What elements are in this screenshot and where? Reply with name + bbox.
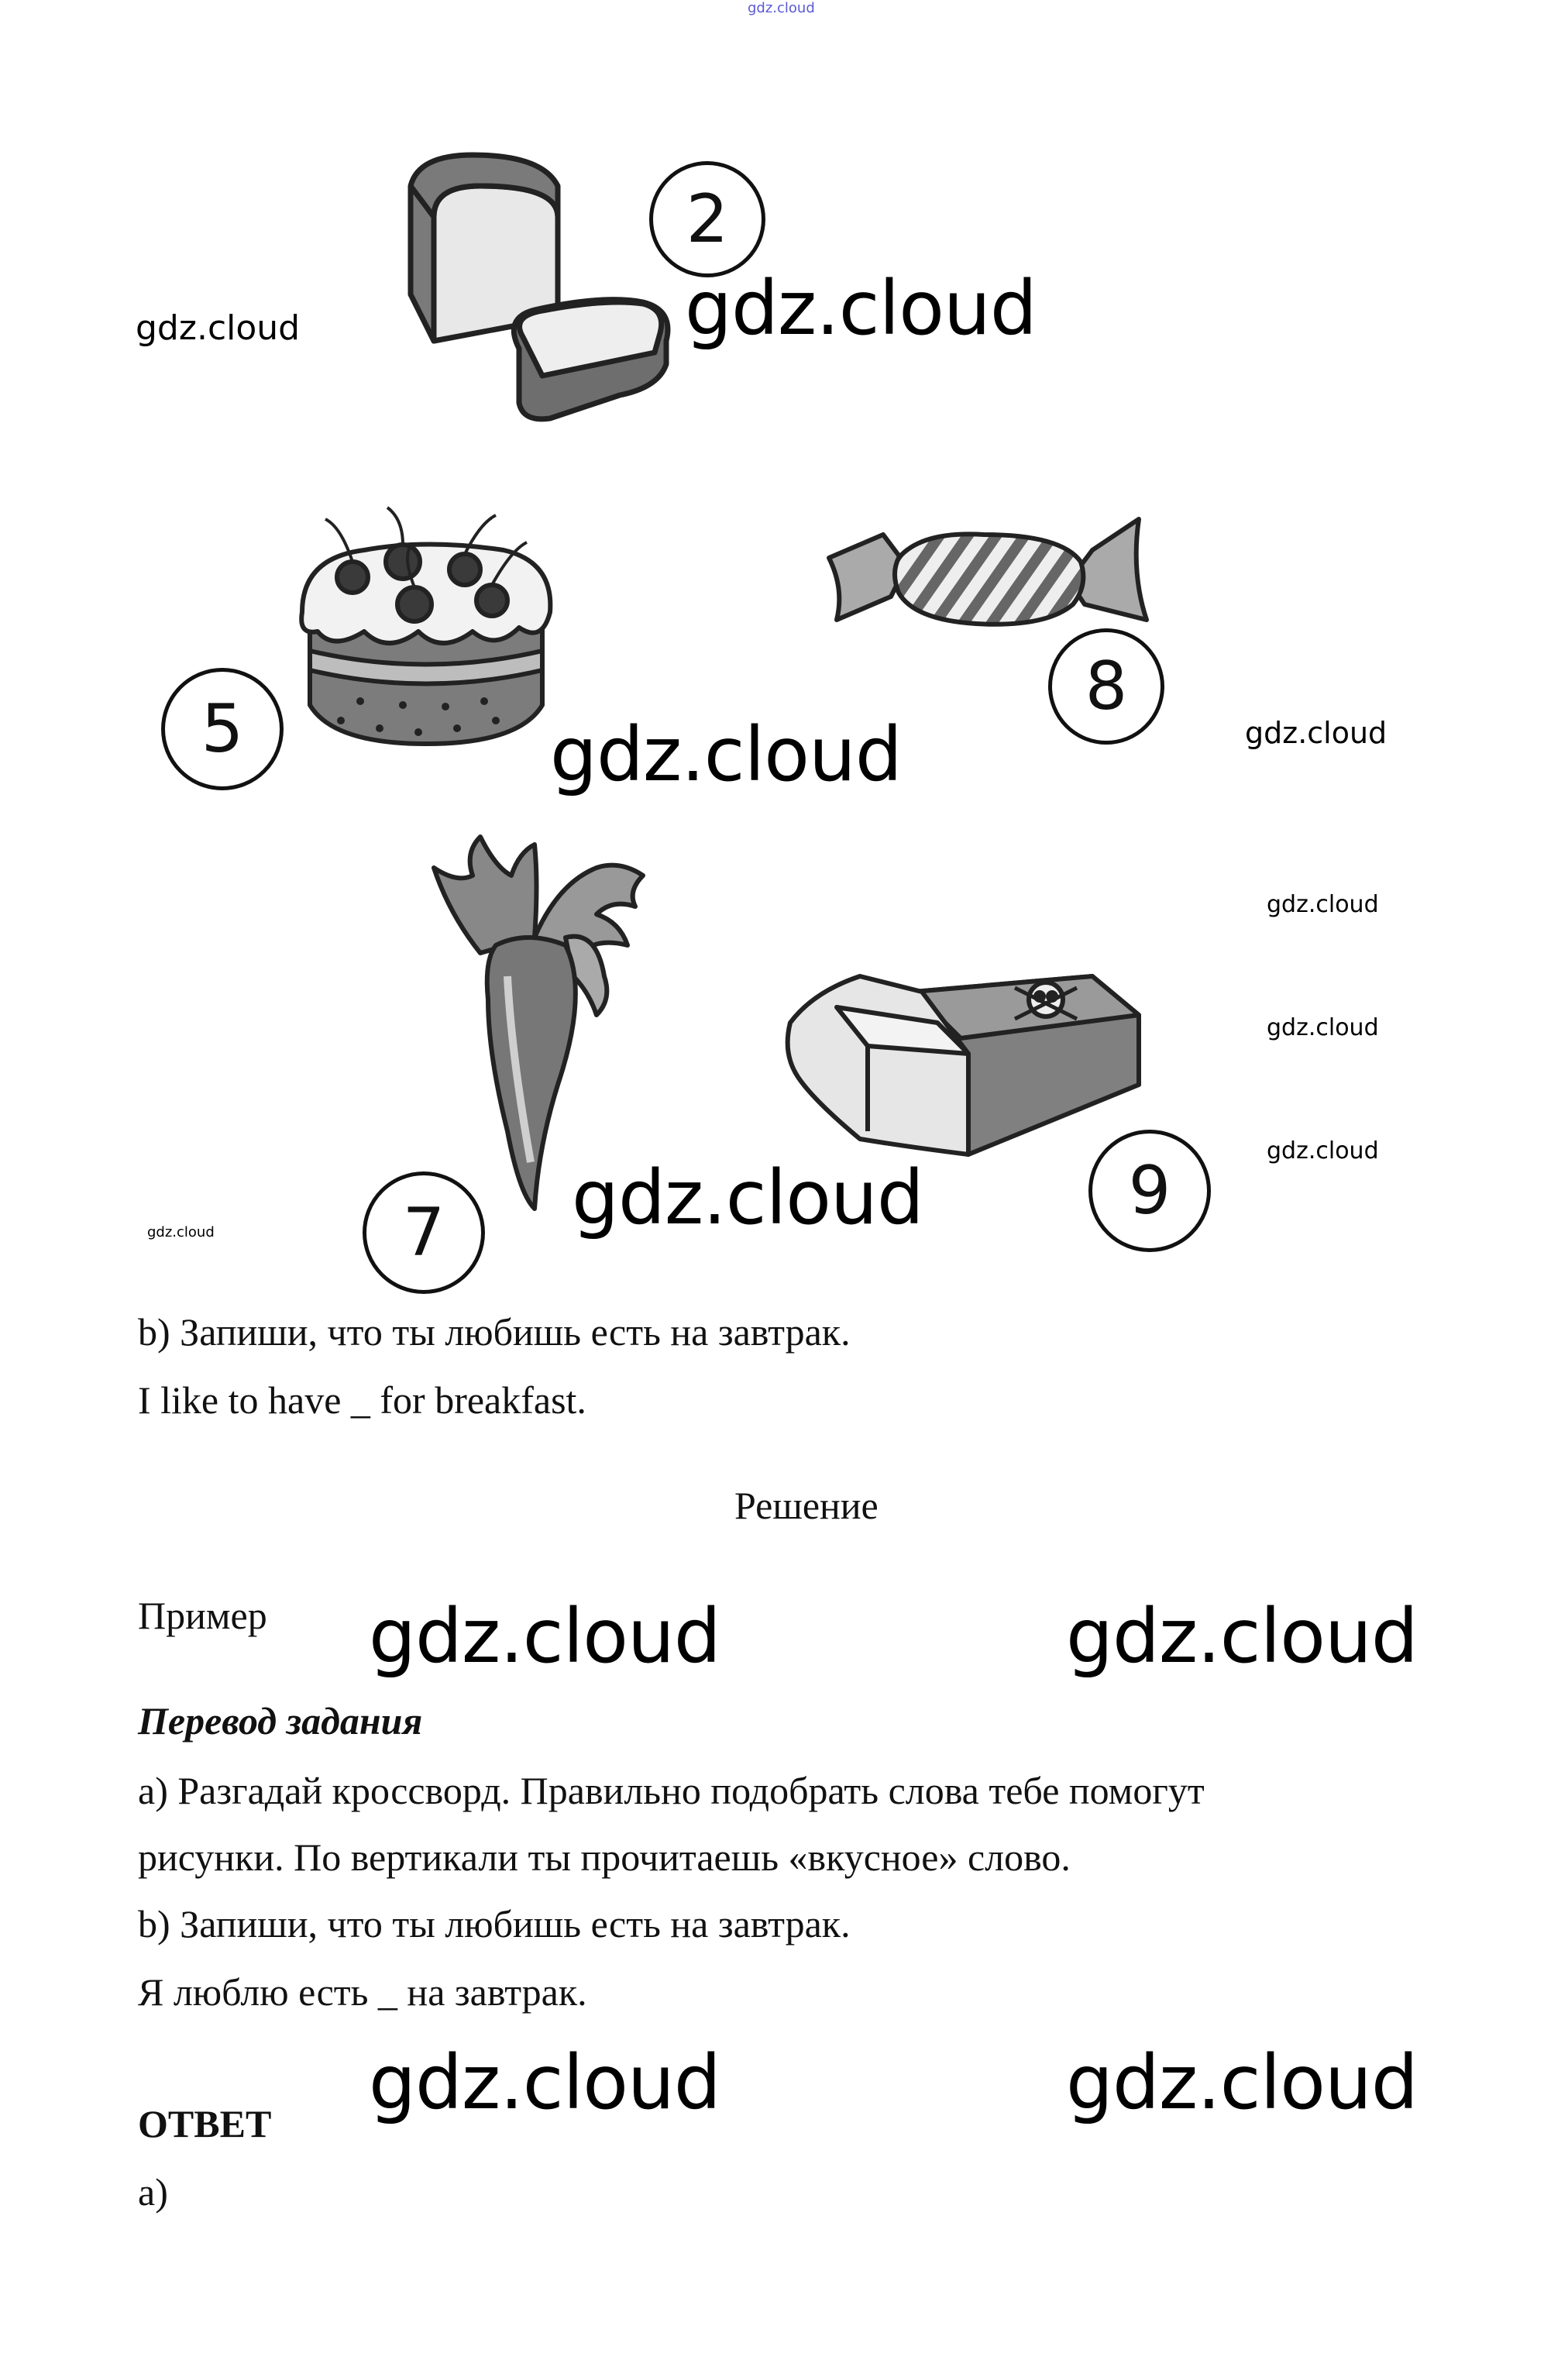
task-line-b: b) Запиши, что ты любишь есть на завтрак. [138, 1310, 851, 1354]
watermark: gdz.cloud [572, 1154, 923, 1241]
answer-label: ОТВЕТ [138, 2102, 272, 2145]
number-5-circle [161, 668, 284, 790]
translation-line-4: Я люблю есть _ на завтрак. [138, 1970, 587, 2014]
watermark: gdz.cloud [1066, 2039, 1418, 2126]
translation-line-2: рисунки. По вертикали ты прочитаешь «вкусное» слово. [138, 1835, 1071, 1879]
watermark: gdz.cloud [1245, 716, 1387, 750]
number-8-circle [1048, 628, 1164, 745]
candy-illustration [813, 504, 1154, 643]
bread-illustration [387, 139, 697, 465]
top-watermark: gdz.cloud [748, 0, 815, 16]
solution-heading: Решение [734, 1484, 879, 1527]
translation-line-1: a) Разгадай кроссворд. Правильно подобрать слова тебе помогут [138, 1769, 1205, 1812]
translation-heading: Перевод задания [138, 1699, 423, 1743]
watermark: gdz.cloud [369, 2039, 720, 2126]
task-line-english: I like to have _ for breakfast. [138, 1378, 586, 1422]
number-9-circle [1088, 1130, 1211, 1252]
butter-illustration [767, 945, 1154, 1178]
number-9: 9 [1128, 1152, 1171, 1230]
watermark: gdz.cloud [1267, 1137, 1379, 1165]
number-5: 5 [201, 690, 244, 768]
number-8: 8 [1085, 648, 1128, 725]
number-7-circle [363, 1171, 485, 1294]
number-7: 7 [402, 1194, 445, 1271]
cake-illustration [287, 496, 566, 759]
watermark: gdz.cloud [550, 711, 902, 798]
translation-line-3: b) Запиши, что ты любишь есть на завтрак. [138, 1902, 851, 1946]
watermark: gdz.cloud [1066, 1593, 1418, 1680]
watermark: gdz.cloud [685, 265, 1037, 352]
watermark: gdz.cloud [1267, 1014, 1379, 1041]
example-label: Пример [138, 1594, 267, 1637]
watermark: gdz.cloud [147, 1224, 215, 1240]
watermark: gdz.cloud [136, 308, 301, 348]
watermark: gdz.cloud [1267, 891, 1379, 918]
watermark: gdz.cloud [369, 1593, 720, 1680]
answer-a: a) [138, 2170, 168, 2214]
number-2: 2 [686, 181, 729, 258]
number-2-circle [649, 161, 765, 277]
